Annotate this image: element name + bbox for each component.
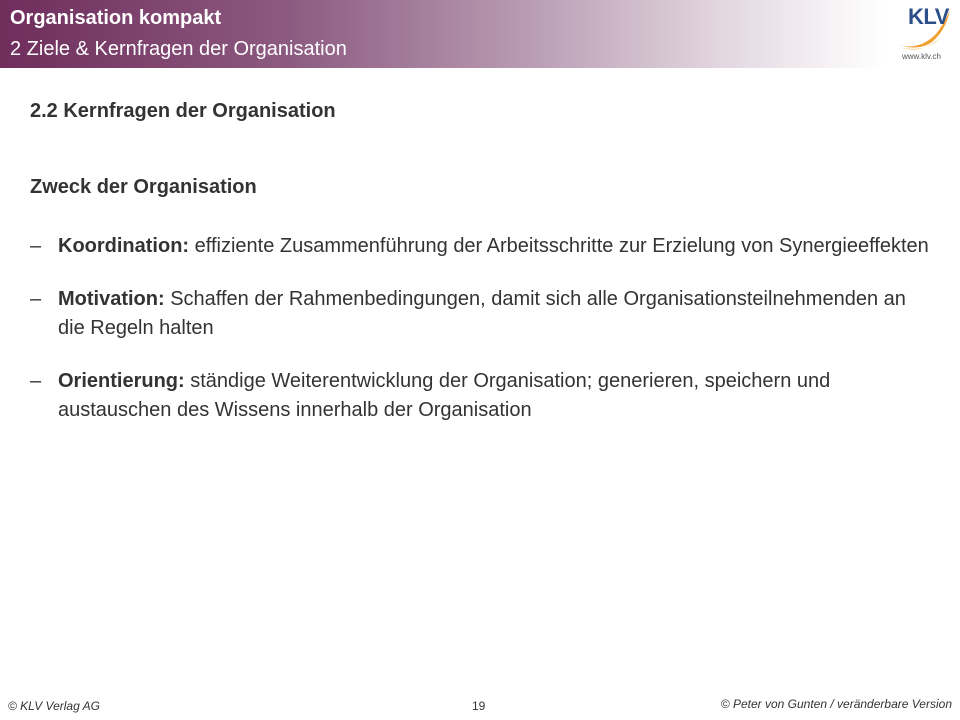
bullet-text: ständige Weiterentwicklung der Organisation; generieren, speichern und austauschen des Wissens innerhalb der Organisation (58, 370, 831, 421)
slide-subtitle: 2 Ziele & Kernfragen der Organisation (10, 38, 347, 60)
footer-copyright: © KLV Verlag AG (8, 699, 100, 713)
bullet-text: Schaffen der Rahmenbedingungen, damit sich alle Organisationsteilnehmenden an die Regeln halten (58, 288, 906, 339)
footer-author: © Peter von Gunten / veränderbare Version (720, 697, 952, 711)
section-title: 2.2 Kernfragen der Organisation (30, 100, 336, 122)
dash-icon: – (30, 370, 42, 392)
bullet-item-koordination (30, 232, 930, 261)
page-number: 19 (472, 699, 486, 713)
sub-heading: Zweck der Organisation (30, 176, 257, 198)
klv-logo (888, 4, 958, 66)
bullet-item-orientierung (30, 367, 930, 425)
slide-title: Organisation kompakt (10, 7, 222, 29)
bullet-text: effiziente Zusammenführung der Arbeitsschritte zur Erzielung von Synergieeffekten (189, 235, 929, 257)
logo-url: www.klv.ch (902, 52, 941, 61)
dash-icon: – (30, 288, 42, 310)
bullet-item-motivation (30, 285, 930, 343)
bullet-term: Motivation: (58, 288, 165, 310)
bullet-term: Orientierung: (58, 370, 185, 392)
bullet-list (30, 232, 930, 425)
bullet-term: Koordination: (58, 235, 190, 257)
logo-text: KLV (908, 4, 949, 29)
header-bar (0, 0, 960, 68)
dash-icon: – (30, 235, 42, 257)
